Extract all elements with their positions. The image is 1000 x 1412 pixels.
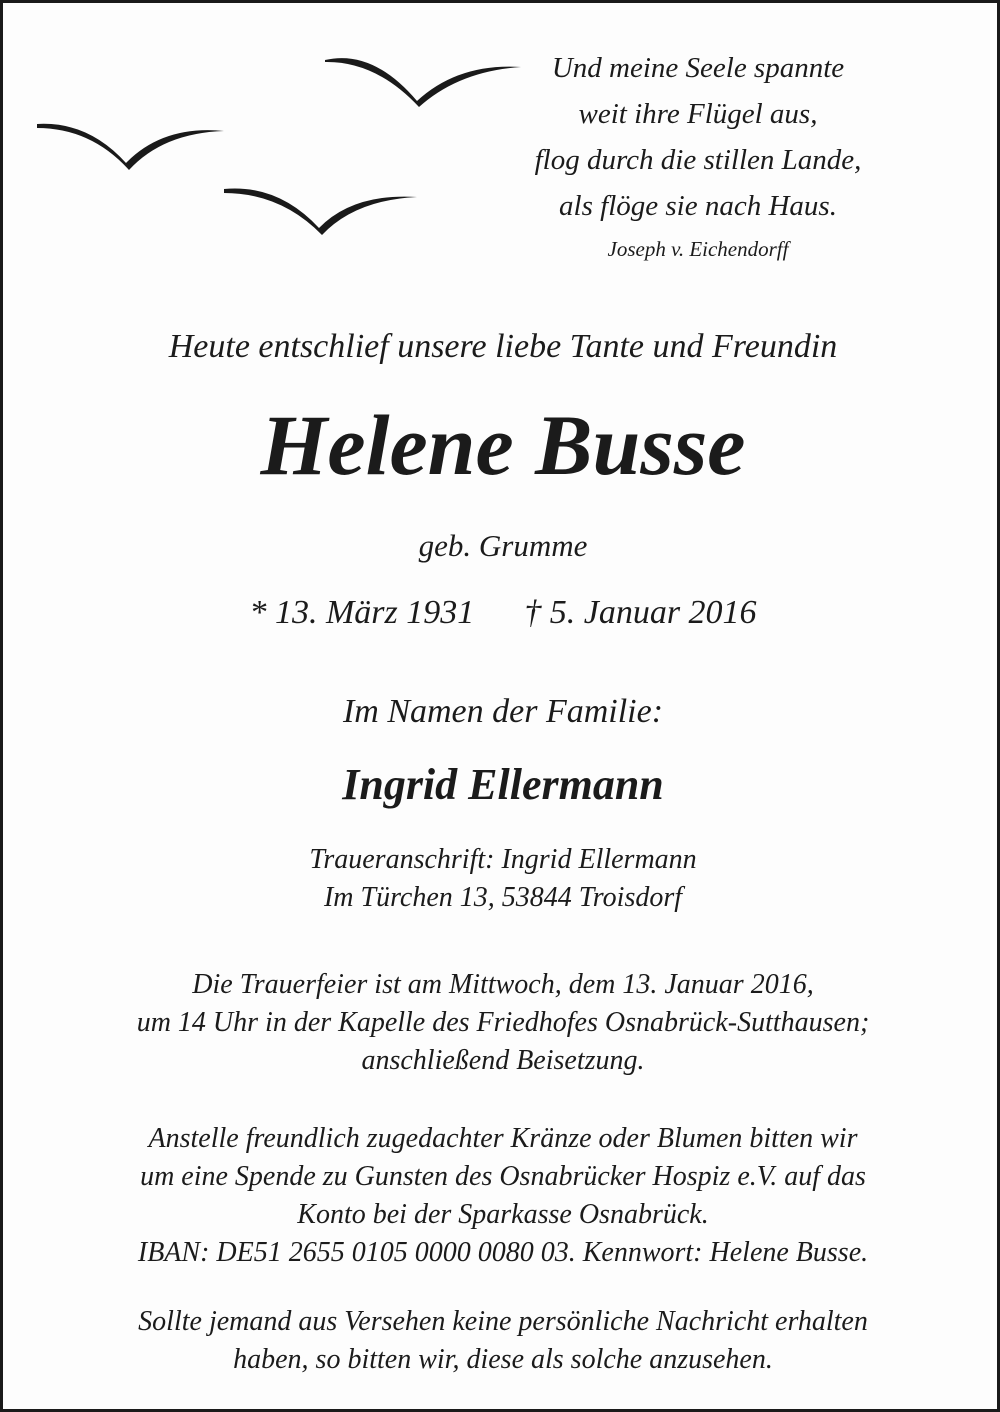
donation-line: IBAN: DE51 2655 0105 0000 0080 03. Kennwort: Helene Busse. [137, 1237, 869, 1268]
notice-line: Sollte jemand aus Versehen keine persönliche Nachricht erhalten [138, 1306, 868, 1337]
funeral-info [3, 966, 1000, 1080]
address-line: Im Türchen 13, 53844 Troisdorf [323, 882, 683, 913]
closing-notice [3, 1303, 1000, 1379]
birth-date: * 13. März 1931 [249, 594, 475, 631]
birds-illustration [3, 3, 543, 263]
poem-line: als flöge sie nach Haus. [559, 190, 837, 222]
bird-icon [224, 188, 417, 235]
notice-line: haben, so bitten wir, diese als solche anzusehen. [233, 1344, 773, 1375]
intro-text: Heute entschlief unsere liebe Tante und Freundin [168, 328, 838, 365]
death-date: † 5. Januar 2016 [524, 594, 757, 631]
poem-line: flog durch die stillen Lande, [534, 144, 862, 176]
bird-icon [37, 124, 224, 170]
mourning-address [3, 841, 1000, 917]
bird-icon [325, 58, 521, 107]
life-dates [3, 591, 1000, 635]
donation-line: Konto bei der Sparkasse Osnabrück. [297, 1199, 709, 1230]
donation-info [3, 1120, 1000, 1272]
maiden-name: geb. Grumme [418, 528, 588, 563]
family-name: Ingrid Ellermann [342, 760, 664, 809]
funeral-line: Die Trauerfeier ist am Mittwoch, dem 13. Januar 2016, [192, 969, 814, 1000]
poem-quote [523, 45, 873, 269]
poem-line: weit ihre Flügel aus, [578, 98, 818, 130]
donation-line: Anstelle freundlich zugedachter Kränze oder Blumen bitten wir [148, 1123, 858, 1154]
poem-author: Joseph v. Eichendorff [607, 237, 789, 261]
donation-line: um eine Spende zu Gunsten des Osnabrücker Hospiz e.V. auf das [140, 1161, 866, 1192]
poem-line: Und meine Seele spannte [551, 52, 845, 84]
address-line: Traueranschrift: Ingrid Ellermann [309, 844, 697, 875]
family-label: Im Namen der Familie: [342, 693, 664, 730]
funeral-line: anschließend Beisetzung. [361, 1045, 645, 1076]
funeral-line: um 14 Uhr in der Kapelle des Friedhofes Osnabrück-Sutthausen; [136, 1007, 870, 1038]
deceased-name: Helene Busse [260, 397, 746, 493]
